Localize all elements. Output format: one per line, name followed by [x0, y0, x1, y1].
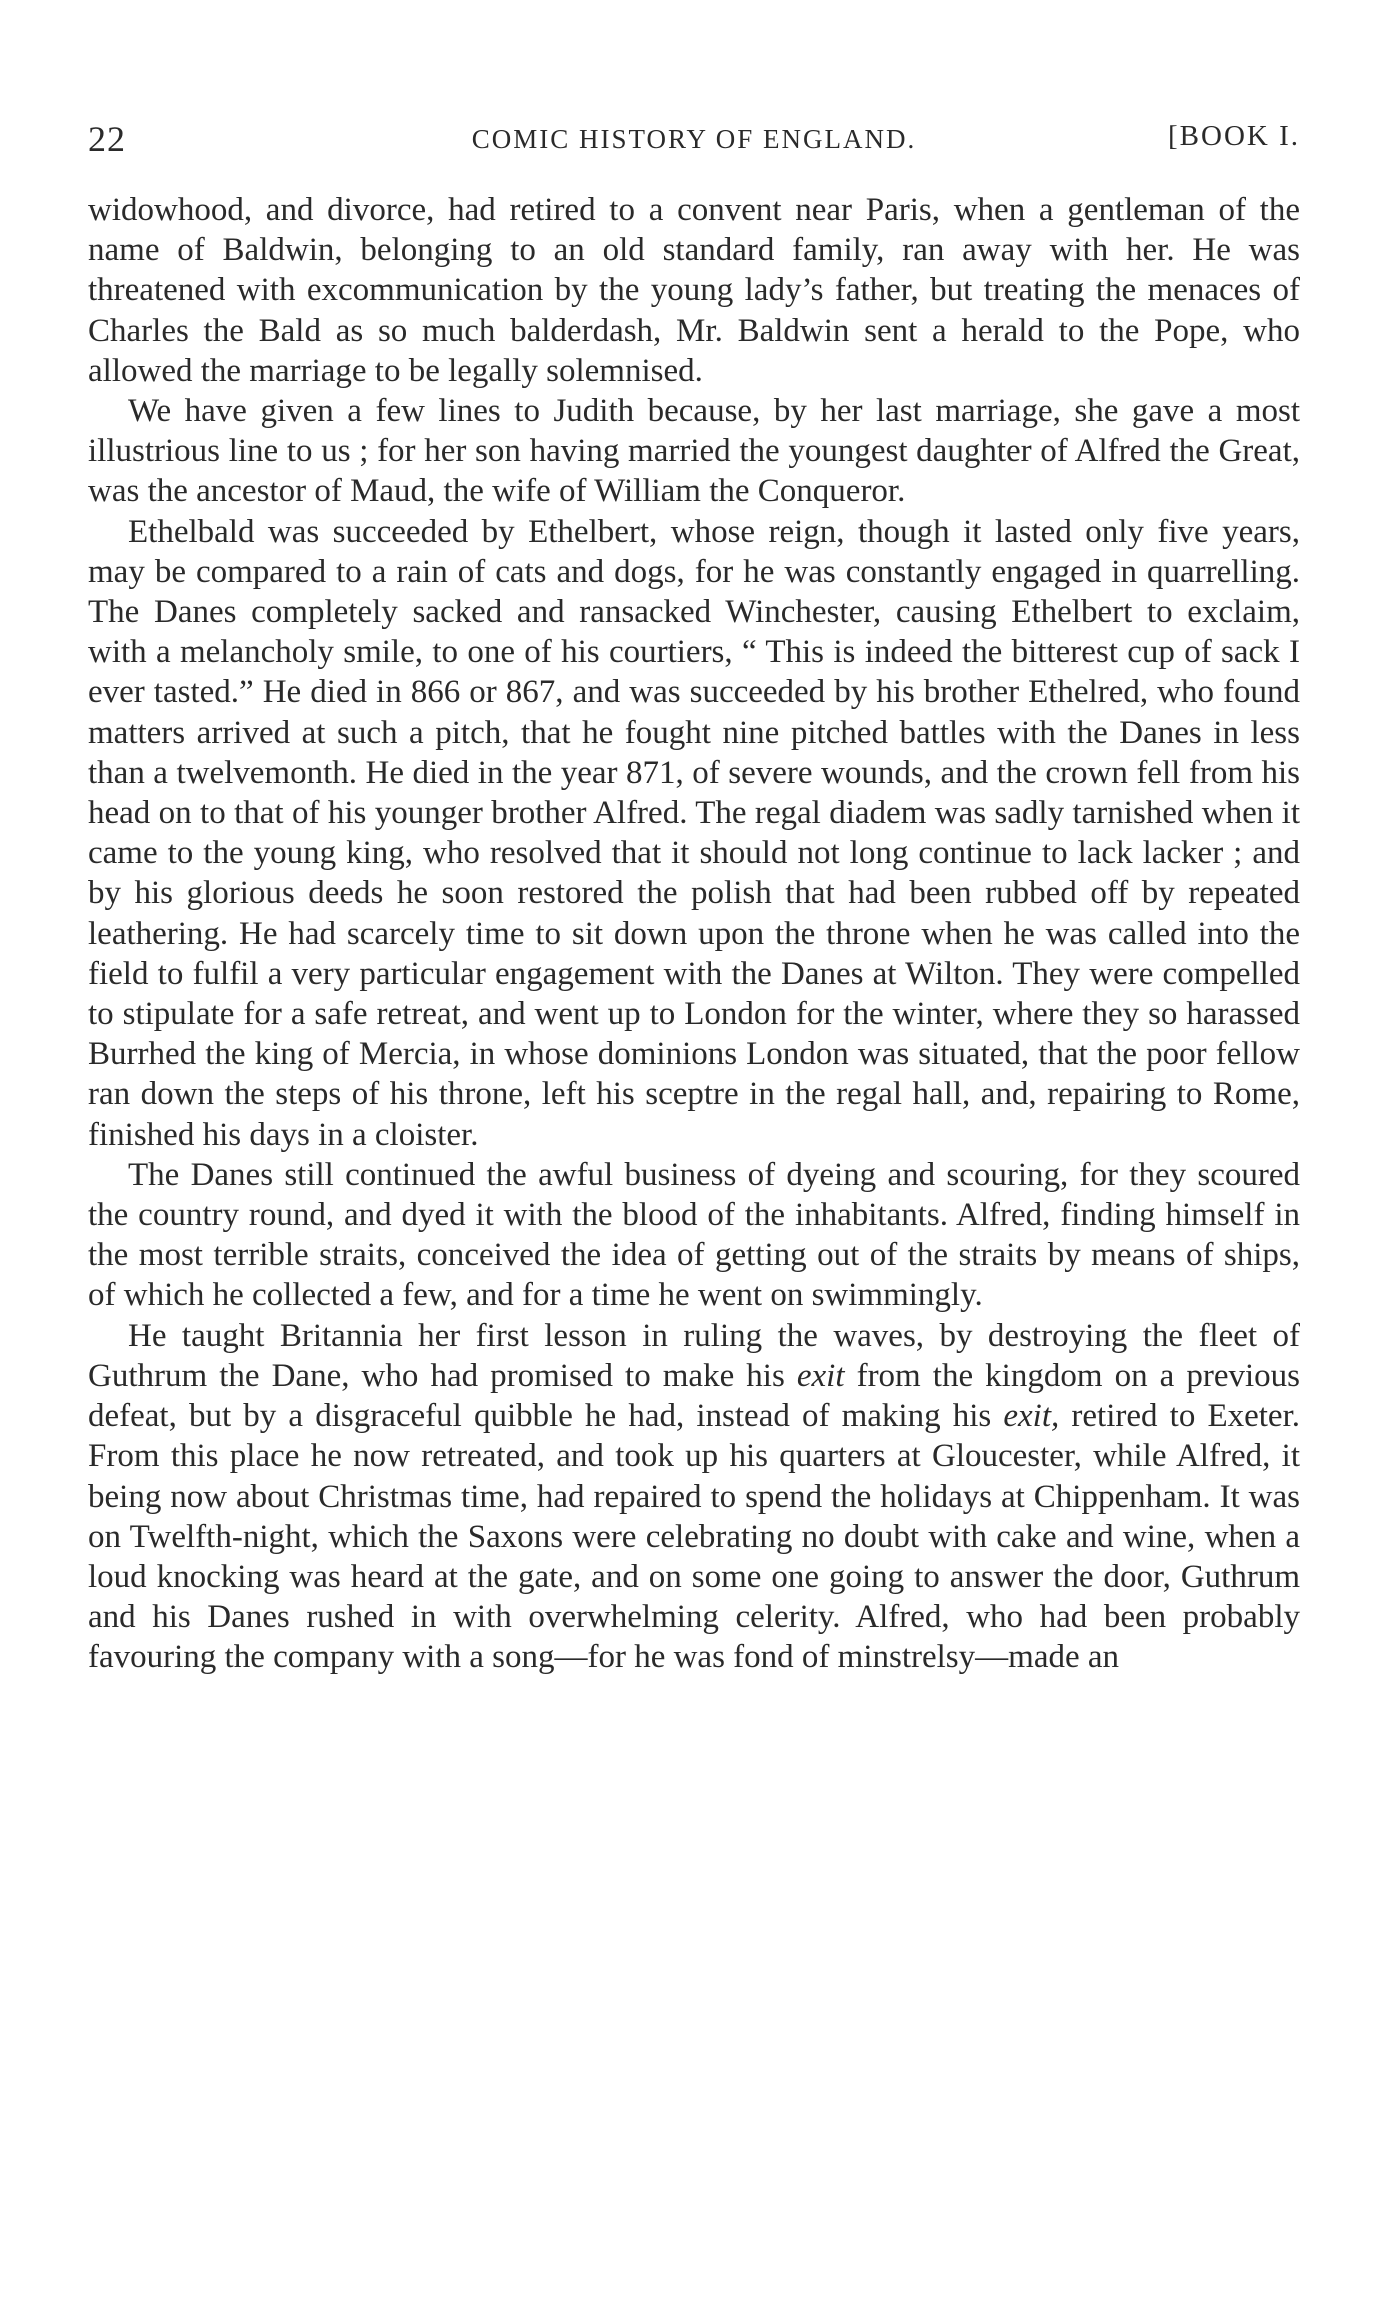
paragraph	[88, 391, 1300, 512]
page-number: 22	[88, 119, 126, 159]
paragraph-text: We have given a few lines to Judith because, by her last marriage, she gave a most illustrious line to us ; for her son having married the youngest daughter of Alfred the Great, was the ancestor of Maud, the wife of William the Conqueror.	[88, 393, 1300, 510]
paragraph	[88, 1316, 1300, 1678]
paragraph	[88, 1155, 1300, 1316]
body-text	[88, 190, 1300, 1678]
italic-text: exit	[796, 1357, 845, 1394]
paragraph-text: Ethelbald was succeeded by Ethelbert, whose reign, though it lasted only five years, may be compared to a rain of cats and dogs, for he was constantly engaged in quarrelling. The Danes completely sacked and ransacked Winchester, causing Ethelbert to exclaim, with a melancholy smile, to one of his courtiers, “ This is indeed the bitterest cup of sack I ever tasted.” He died in 866 or 867, and was succeeded by his brother Ethelred, who found matters arrived at such a pitch, that he fought nine pitched battles with the Danes in less than a twelvemonth. He died in the year 871, of severe wounds, and the crown fell from his head on to that of his younger brother Alfred. The regal diadem was sadly tarnished when it came to the young king, who resolved that it should not long continue to lack lacker ; and by his glorious deeds he soon restored the polish that had been rubbed off by repeated leathering. He had scarcely time to sit down upon the throne when he was called into the field to fulfil a very particular engagement with the Danes at Wilton. They were compelled to stipulate for a safe retreat, and went up to London for the winter, where they so harassed Burrhed the king of Mercia, in whose dominions London was situated, that the poor fellow ran down the steps of his throne, left his sceptre in the regal hall, and, repairing to Rome, finished his days in a cloister.	[88, 513, 1300, 1153]
paragraph	[88, 190, 1300, 391]
book-label: [BOOK I.	[1168, 120, 1300, 152]
paragraph-text: retired to Exeter. From this place he now retreated, and took up his quarters at Gloucester, while Alfred, it being now about Christmas time, had repaired to spend the holidays at Chippenham. It was on Twelfth-night, which the Saxons were celebrating no doubt with cake and wine, when a loud knocking was heard at the gate, and on some one going to answer the door, Guthrum and his Danes rushed in with overwhelming celerity. Alfred, who had been probably favouring the company with a song—for he was fond of minstrelsy—made an	[88, 1398, 1300, 1676]
paragraph-text: from the kingdom on a previous defeat, but by a disgraceful quibble he had, instead of making his	[88, 1357, 1300, 1435]
paragraph-text: The Danes still continued the awful business of dyeing and scouring, for they scoured the country round, and dyed it with the blood of the inhabitants. Alfred, finding himself in the most terrible straits, conceived the idea of getting out of the straits by means of ships, of which he collected a few, and for a time he went on swimmingly.	[88, 1156, 1300, 1314]
paragraph-text: He taught Britannia her first lesson in ruling the waves, by destroying the fleet of Guthrum the Dane, who had promised to make his	[88, 1317, 1300, 1394]
running-title: COMIC HISTORY OF ENGLAND.	[471, 124, 917, 154]
paragraph-text: widowhood, and divorce, had retired to a convent near Paris, when a gentleman of the name of Baldwin, belonging to an old standard family, ran away with her. He was threatened with excommunication by the young lady’s father, but treating the menaces of Charles the Bald as so much balderdash, Mr. Baldwin sent a herald to the Pope, who allowed the marriage to be legally solemnised.	[88, 192, 1300, 389]
italic-text: exit,	[1003, 1398, 1060, 1435]
paragraph	[88, 512, 1300, 1155]
running-head	[88, 112, 1300, 168]
book-page	[88, 112, 1300, 1678]
